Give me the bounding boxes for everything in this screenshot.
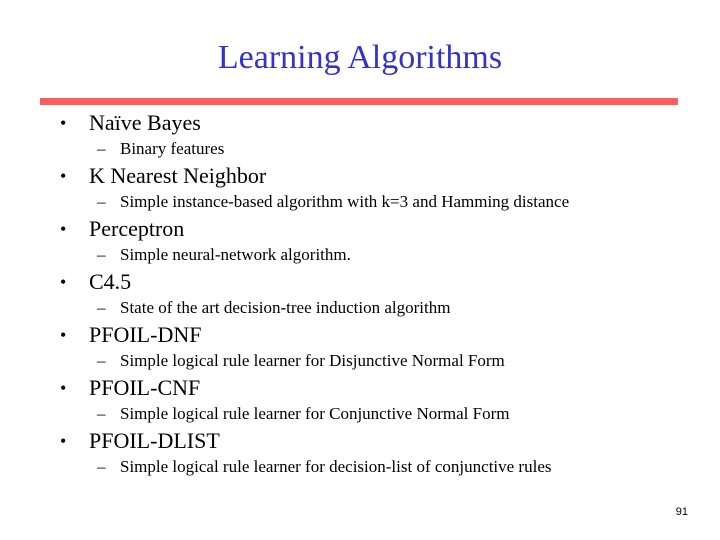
list-item — [60, 214, 700, 267]
bullet-icon: • — [60, 377, 67, 398]
algorithm-name: PFOIL-DLIST — [89, 428, 220, 453]
algorithm-description: Simple logical rule learner for Conjunctive Normal Form — [120, 404, 510, 423]
algorithm-description: Simple neural-network algorithm. — [120, 245, 351, 264]
algorithm-description: Simple logical rule learner for decision-list of conjunctive rules — [120, 457, 552, 476]
dash-icon: – — [97, 139, 106, 158]
bullet-icon: • — [60, 324, 67, 345]
bullet-icon: • — [60, 218, 67, 239]
algorithm-list — [60, 108, 700, 479]
algorithm-name: Perceptron — [89, 216, 185, 241]
dash-icon: – — [97, 192, 106, 211]
bullet-icon: • — [60, 165, 67, 186]
algorithm-name: PFOIL-DNF — [89, 322, 202, 347]
list-item — [60, 108, 700, 161]
algorithm-description: State of the art decision-tree induction algorithm — [120, 298, 451, 317]
slide-title: Learning Algorithms — [217, 39, 503, 76]
list-item — [60, 426, 700, 479]
algorithm-description: Simple instance-based algorithm with k=3 and Hamming distance — [120, 192, 570, 211]
algorithm-name: PFOIL-CNF — [89, 375, 201, 400]
dash-icon: – — [97, 351, 106, 370]
dash-icon: – — [97, 245, 106, 264]
page-number: 91 — [675, 506, 688, 518]
title-divider — [40, 98, 678, 105]
bullet-icon: • — [60, 112, 67, 133]
bullet-icon: • — [60, 271, 67, 292]
algorithm-description: Simple logical rule learner for Disjunctive Normal Form — [120, 351, 505, 370]
algorithm-name: K Nearest Neighbor — [89, 163, 267, 188]
list-item — [60, 320, 700, 373]
algorithm-name: Naïve Bayes — [89, 110, 201, 135]
algorithm-description: Binary features — [120, 139, 225, 158]
list-item — [60, 373, 700, 426]
algorithm-name: C4.5 — [89, 269, 132, 294]
list-item — [60, 267, 700, 320]
dash-icon: – — [97, 298, 106, 317]
dash-icon: – — [97, 457, 106, 476]
dash-icon: – — [97, 404, 106, 423]
bullet-icon: • — [60, 430, 67, 451]
list-item — [60, 161, 700, 214]
